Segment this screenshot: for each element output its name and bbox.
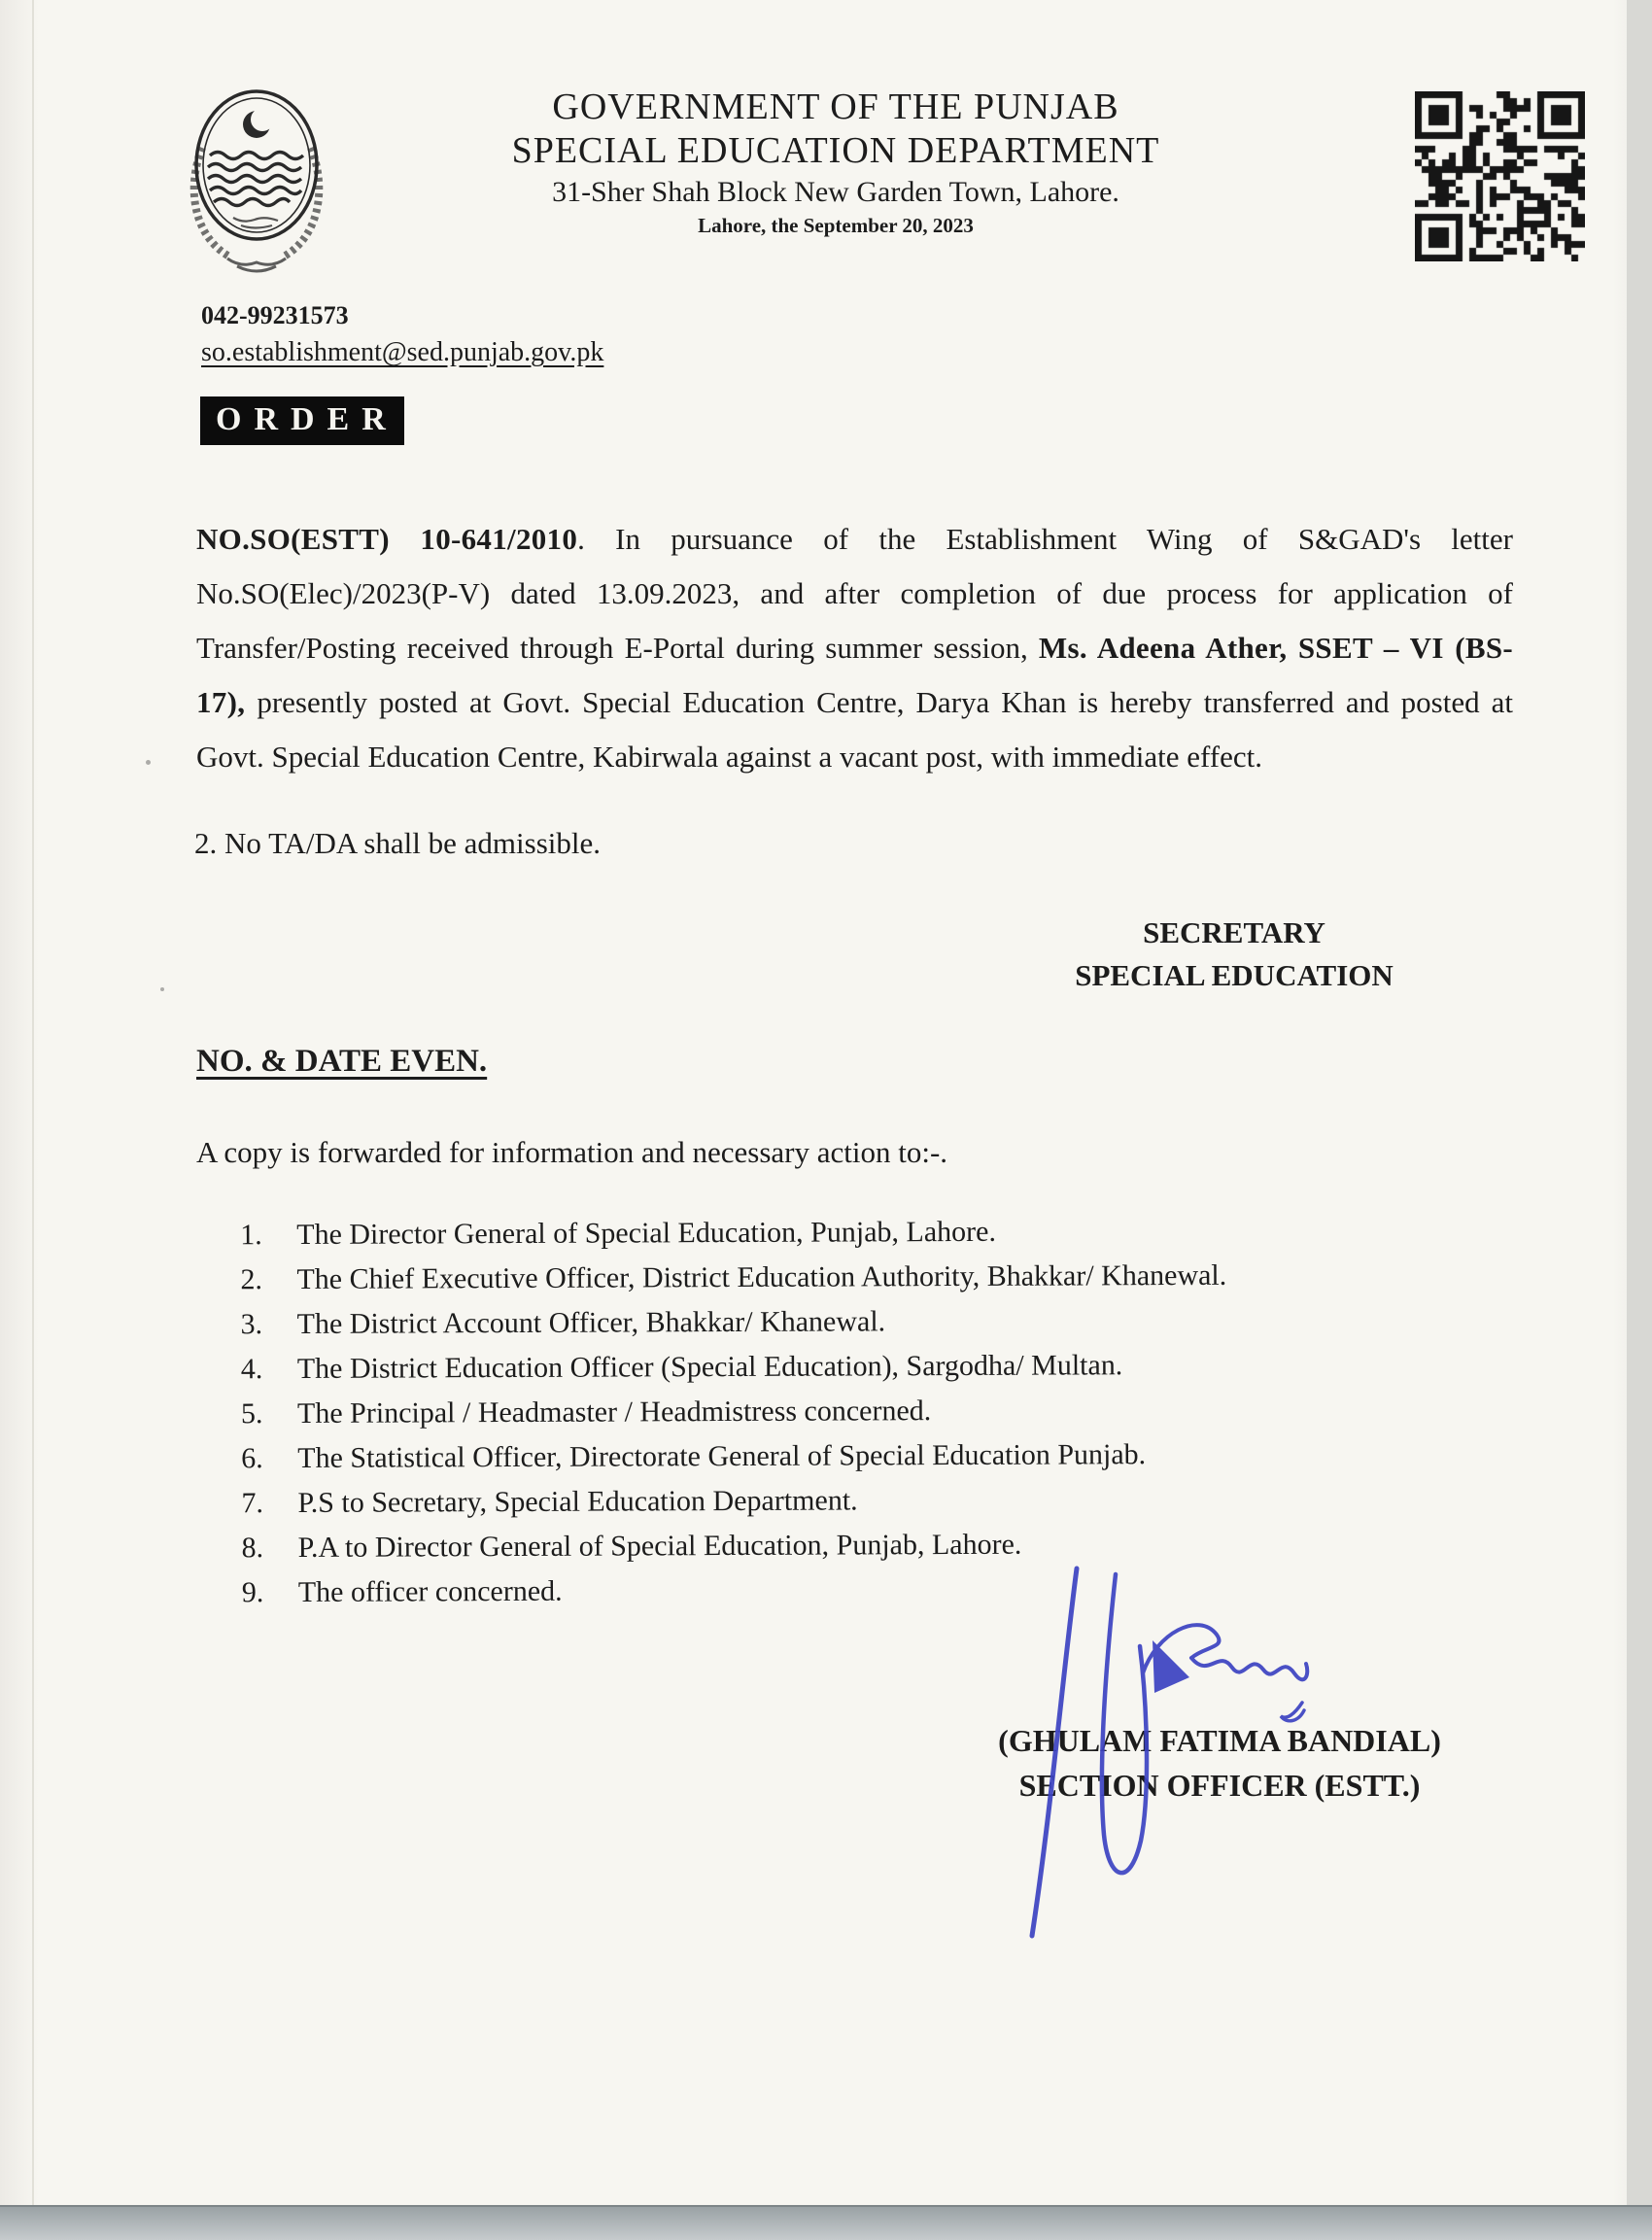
list-item-number: 7.	[241, 1487, 263, 1520]
scan-speck	[160, 987, 164, 991]
order-heading: ORDER	[200, 396, 404, 445]
order-paragraph	[196, 512, 1513, 784]
list-item-number: 3.	[240, 1308, 263, 1341]
org-address: 31-Sher Shah Block New Garden Town, Lahore.	[552, 176, 1119, 208]
list-item-text: The Principal / Headmaster / Headmistress concerned.	[296, 1395, 932, 1430]
signatory-line2: SPECIAL EDUCATION	[1075, 958, 1394, 992]
reference-heading: NO. & DATE EVEN.	[196, 1044, 488, 1079]
list-item-text: The officer concerned.	[297, 1574, 563, 1608]
signatory-name: (GHULAM FATIMA BANDIAL)	[998, 1723, 1441, 1758]
signature-ink	[962, 1555, 1506, 1944]
order-ref-number: NO.SO(ESTT) 10-641/2010	[196, 522, 578, 556]
order-text-run: presently posted at Govt. Special Education Centre, Darya Khan is hereby transferred and posted at Govt. Special Education Centre, Kabirwala against a vacant post, with immediate effect.	[196, 685, 1513, 774]
list-item-number: 5.	[240, 1397, 263, 1430]
clause-tada: 2. No TA/DA shall be admissible.	[194, 826, 602, 860]
list-item-text: The District Education Officer (Special Education), Sargodha/ Multan.	[296, 1349, 1123, 1385]
list-item-text: The Director General of Special Education, Punjab, Lahore.	[296, 1215, 996, 1251]
email-address: so.establishment@sed.punjab.gov.pk	[201, 337, 604, 367]
signatory-title: SECTION OFFICER (ESTT.)	[1018, 1768, 1421, 1803]
qr-code	[1415, 91, 1585, 261]
list-item	[240, 1209, 1226, 1258]
letter-dateline: Lahore, the September 20, 2023	[698, 214, 974, 237]
list-item	[241, 1298, 1227, 1347]
letterhead	[321, 86, 1351, 239]
list-item-text: The District Account Officer, Bhakkar/ Khanewal.	[296, 1305, 886, 1340]
list-item-number: 4.	[240, 1353, 263, 1386]
list-item-number: 8.	[241, 1532, 264, 1565]
scan-speck	[146, 760, 151, 765]
list-item-text: P.A to Director General of Special Education, Punjab, Lahore.	[297, 1528, 1022, 1564]
org-name-line2: SPECIAL EDUCATION DEPARTMENT	[511, 130, 1160, 171]
officer-name-bold: Ms. Adeena Ather, SSET – VI (BS-17),	[196, 631, 1513, 719]
list-item	[241, 1388, 1227, 1436]
punjab-crest-logo	[173, 80, 340, 279]
list-item	[241, 1477, 1227, 1526]
list-item-text: The Chief Executive Officer, District Education Authority, Bhakkar/ Khanewal.	[296, 1258, 1227, 1295]
phone-number: 042-99231573	[201, 301, 349, 329]
list-item-number: 1.	[240, 1219, 262, 1252]
org-name-line1: GOVERNMENT OF THE PUNJAB	[552, 86, 1119, 127]
list-item-number: 9.	[241, 1576, 264, 1609]
list-item-text: P.S to Secretary, Special Education Department.	[297, 1484, 858, 1519]
list-item	[241, 1343, 1227, 1392]
list-item	[241, 1432, 1227, 1481]
signature-block	[962, 1555, 1506, 1963]
scan-left-crease	[32, 0, 34, 2240]
contact-block	[201, 299, 603, 373]
list-item	[240, 1254, 1226, 1302]
scan-bottom-edge	[0, 2205, 1652, 2240]
scan-right-edge	[1627, 0, 1652, 2240]
list-item-number: 2.	[240, 1263, 262, 1296]
copy-forward-line: A copy is forwarded for information and necessary action to:-.	[196, 1135, 948, 1169]
list-item-number: 6.	[241, 1442, 263, 1475]
signatory-block	[1011, 912, 1458, 997]
order-text-run: . In pursuance of the Establishment Wing of S&GAD's letter No.SO(Elec)/2023(P-V) dated 13.09.2023, and after completion of due process for application of Transfer/Posting received through E-Portal during summer session,	[196, 522, 1513, 665]
list-item-text: The Statistical Officer, Directorate General of Special Education Punjab.	[297, 1438, 1147, 1474]
signatory-line1: SECRETARY	[1143, 915, 1325, 949]
